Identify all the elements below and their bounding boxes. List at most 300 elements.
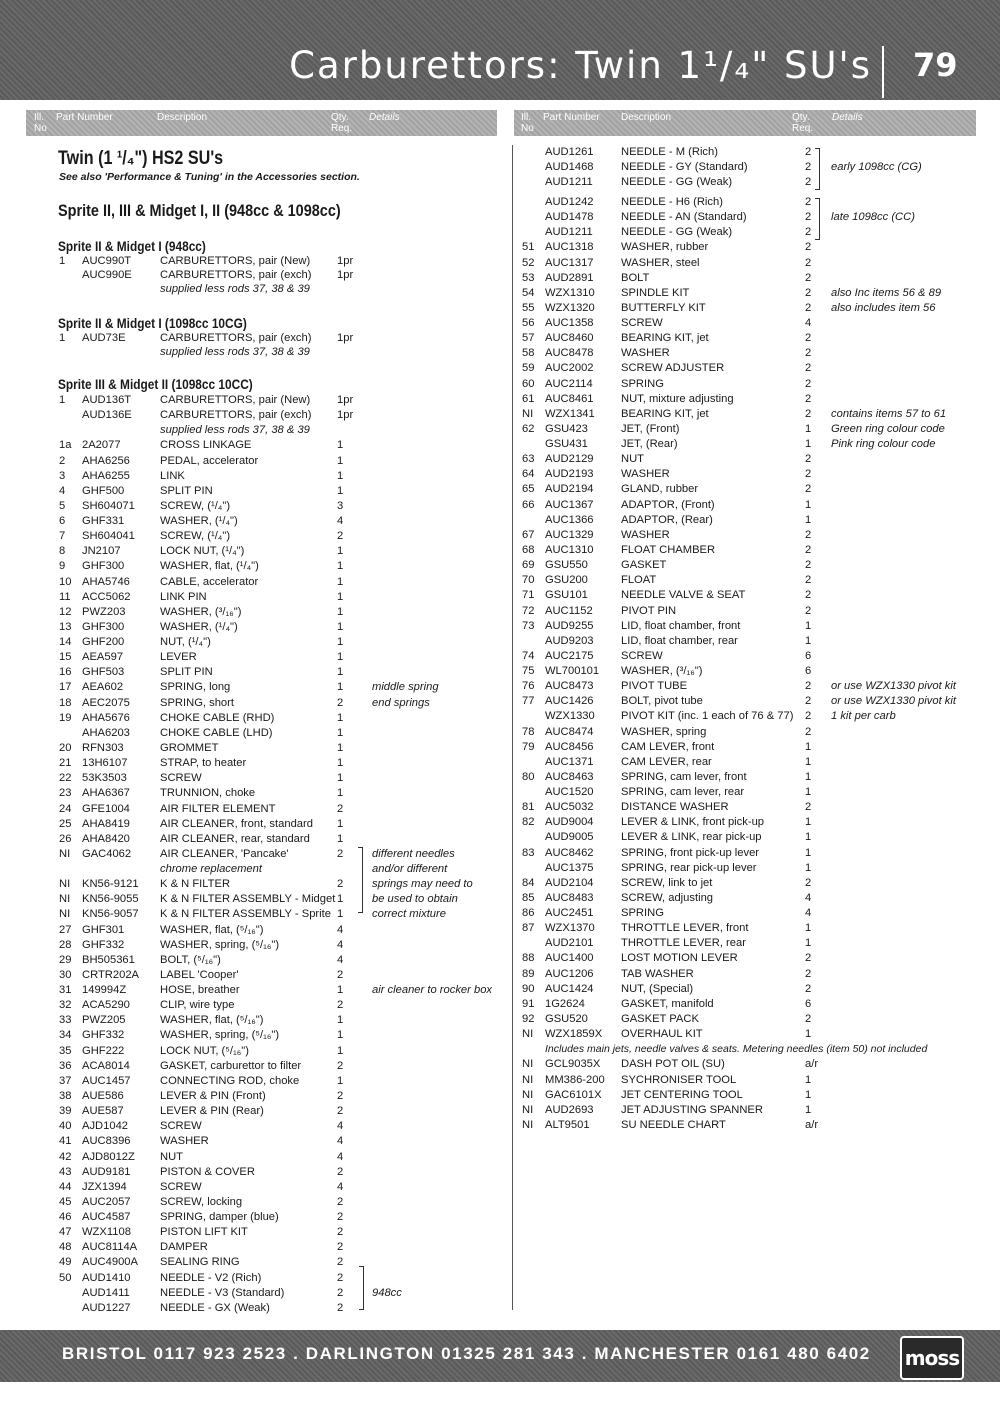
details-note: late 1098cc (CC) [831, 211, 915, 223]
col-req: Req. [331, 123, 353, 134]
part-description: AIR CLEANER, rear, standard [160, 833, 310, 845]
details-note: different needles [372, 848, 455, 860]
item-number: 8 [59, 545, 66, 557]
part-description: LEVER & LINK, rear pick-up [621, 831, 762, 843]
part-description: CABLE, accelerator [160, 576, 259, 588]
col-req: Req. [792, 123, 814, 134]
column-divider [512, 145, 513, 1310]
item-number: 58 [522, 347, 535, 359]
part-number: AUC5032 [545, 801, 594, 813]
part-number: AUD2193 [545, 468, 594, 480]
part-description: CARBURETTORS, pair (New) [160, 255, 311, 267]
part-description: JET, (Front) [621, 423, 680, 435]
part-description: NEEDLE - GY (Standard) [621, 161, 748, 173]
page-header [0, 0, 1000, 100]
part-description: SPRING, long [160, 681, 231, 693]
part-description: NEEDLE - GG (Weak) [621, 176, 733, 188]
header-separator [882, 46, 884, 98]
details-note: and/or different [372, 863, 448, 875]
quantity: 1 [805, 816, 812, 828]
item-number: 22 [59, 772, 72, 784]
part-number: 2A2077 [82, 439, 121, 451]
quantity: 1 [805, 438, 812, 450]
item-number: 9 [59, 560, 66, 572]
part-number: AUD1478 [545, 211, 594, 223]
part-description: ADAPTOR, (Rear) [621, 514, 713, 526]
part-number: WZX1370 [545, 922, 595, 934]
quantity: 2 [805, 1013, 812, 1025]
part-description: PISTON & COVER [160, 1166, 255, 1178]
quantity: 2 [805, 161, 812, 173]
part-number: AUC4900A [82, 1256, 138, 1268]
quantity: 2 [805, 362, 812, 374]
part-description: HOSE, breather [160, 984, 240, 996]
quantity: 1pr [337, 255, 354, 267]
part-number: AEA597 [82, 651, 124, 663]
part-number: ACC5062 [82, 591, 131, 603]
quantity: 1 [337, 1029, 344, 1041]
item-number: 79 [522, 741, 535, 753]
item-number: 38 [59, 1090, 72, 1102]
quantity: 1 [337, 576, 344, 588]
part-description: LOCK NUT, (¹/₄") [160, 545, 245, 557]
quantity: 1 [805, 786, 812, 798]
quantity: 2 [805, 302, 812, 314]
item-number: 62 [522, 423, 535, 435]
item-number: 45 [59, 1196, 72, 1208]
item-number: 63 [522, 453, 535, 465]
part-number: AUC1400 [545, 952, 594, 964]
part-description: CARBURETTORS, pair (exch) [160, 332, 312, 344]
part-number: WZX1108 [82, 1226, 131, 1238]
part-number: AUC2057 [82, 1196, 131, 1208]
part-number: AUC990T [82, 255, 132, 267]
part-description: DASH POT OIL (SU) [621, 1058, 725, 1070]
part-description: PIVOT KIT (inc. 1 each of 76 & 77) [621, 710, 794, 722]
part-number: AHA6256 [82, 455, 130, 467]
part-number: AUD2891 [545, 272, 594, 284]
item-number: 42 [59, 1151, 72, 1163]
part-description: LOST MOTION LEVER [621, 952, 738, 964]
quantity: 2 [805, 453, 812, 465]
quantity: 2 [337, 1060, 344, 1072]
col-part-number: Part Number [543, 112, 600, 123]
part-number: AUD1242 [545, 196, 594, 208]
item-number: 55 [522, 302, 535, 314]
quantity: 2 [337, 1302, 344, 1314]
quantity: 1 [805, 1028, 812, 1040]
quantity: 2 [805, 483, 812, 495]
item-number: 33 [59, 1014, 72, 1026]
part-number: KN56-9057 [82, 908, 139, 920]
part-number: AUC1206 [545, 968, 594, 980]
part-number: AUC8473 [545, 680, 594, 692]
quantity: 1 [337, 439, 344, 451]
col-no: No [34, 123, 47, 134]
col-ill: Ill. [34, 112, 44, 123]
part-description: THROTTLE LEVER, front [621, 922, 749, 934]
item-number: 34 [59, 1029, 72, 1041]
quantity: 1 [805, 756, 812, 768]
item-number: 37 [59, 1075, 72, 1087]
part-number: GAC4062 [82, 848, 132, 860]
part-description: AIR CLEANER, 'Pancake' [160, 848, 289, 860]
part-number: GHF301 [82, 924, 125, 936]
part-number: AUD1411 [82, 1287, 130, 1299]
quantity: 2 [805, 710, 812, 722]
quantity: 1 [337, 727, 344, 739]
item-number: 57 [522, 332, 535, 344]
item-number: 25 [59, 818, 72, 830]
col-details: Details [832, 112, 863, 123]
item-number: 18 [59, 697, 72, 709]
part-number: GHF300 [82, 621, 125, 633]
item-number: 70 [522, 574, 535, 586]
part-description: TAB WASHER [621, 968, 694, 980]
brace-late-1098 [815, 198, 820, 240]
item-number: 59 [522, 362, 535, 374]
part-description: LEVER [160, 651, 197, 663]
quantity: 1 [337, 893, 344, 905]
column-header-left [26, 110, 497, 136]
item-number: 11 [59, 591, 71, 603]
part-description: CONNECTING ROD, choke [160, 1075, 300, 1087]
item-number: 84 [522, 877, 535, 889]
quantity: 1 [337, 455, 344, 467]
part-number: AUC8396 [82, 1135, 131, 1147]
part-number: AUC2114 [545, 378, 593, 390]
item-number: 1a [59, 439, 72, 451]
quantity: 1 [805, 1074, 812, 1086]
footer-contacts: BRISTOL 0117 923 2523 . DARLINGTON 01325 281 343 . MANCHESTER 0161 480 6402 [62, 1344, 871, 1363]
quantity: 4 [805, 317, 812, 329]
part-description: BOLT, (⁵/₁₆") [160, 954, 221, 966]
item-number: 39 [59, 1105, 72, 1117]
quantity: 2 [805, 801, 812, 813]
item-number: 65 [522, 483, 535, 495]
quantity: 4 [337, 954, 344, 966]
part-number: AUD136T [82, 394, 132, 406]
subheading-948: Sprite II & Midget I (948cc) [58, 239, 206, 254]
quantity: 1 [337, 787, 344, 799]
part-description: WASHER [160, 1135, 209, 1147]
part-description: OVERHAUL KIT [621, 1028, 703, 1040]
part-description: SCREW [621, 317, 663, 329]
details-note: or use WZX1330 pivot kit [831, 695, 956, 707]
quantity: 4 [337, 1120, 344, 1132]
quantity: 4 [337, 924, 344, 936]
part-number: AJD8012Z [82, 1151, 135, 1163]
quantity: 1 [337, 470, 344, 482]
quantity: 1 [337, 1045, 344, 1057]
item-number: 32 [59, 999, 72, 1011]
quantity: 1 [805, 862, 812, 874]
part-description: JET, (Rear) [621, 438, 678, 450]
part-number: GAC6101X [545, 1089, 602, 1101]
part-number: AUE587 [82, 1105, 124, 1117]
part-description: LINK [160, 470, 185, 482]
part-description: WASHER, rubber [621, 241, 709, 253]
part-number: GHF503 [82, 666, 125, 678]
quantity: 2 [805, 468, 812, 480]
item-number: 86 [522, 907, 535, 919]
item-number: 74 [522, 650, 535, 662]
part-description: NEEDLE VALVE & SEAT [621, 589, 746, 601]
part-description: SCREW [160, 1120, 202, 1132]
part-description: SPRING, cam lever, front [621, 771, 747, 783]
part-number: AUD2693 [545, 1104, 594, 1116]
part-description: AIR CLEANER, front, standard [160, 818, 313, 830]
item-number: 41 [59, 1135, 72, 1147]
part-description: WASHER, (³/₁₆") [160, 606, 242, 618]
quantity: 6 [805, 998, 812, 1010]
item-number: 90 [522, 983, 535, 995]
quantity: 3 [337, 500, 344, 512]
brace-948cc [359, 1266, 364, 1310]
item-number: 51 [522, 241, 535, 253]
part-description: DISTANCE WASHER [621, 801, 729, 813]
part-description: SPRING, damper (blue) [160, 1211, 279, 1223]
quantity: 2 [337, 1226, 344, 1238]
item-number: 71 [522, 589, 535, 601]
part-description: K & N FILTER ASSEMBLY - Midget [160, 893, 336, 905]
part-number: AUC2002 [545, 362, 594, 374]
part-number: SH604071 [82, 500, 135, 512]
part-description: PIVOT PIN [621, 605, 677, 617]
item-number: 92 [522, 1013, 535, 1025]
part-description: SYCHRONISER TOOL [621, 1074, 737, 1086]
part-number: AUC8474 [545, 726, 594, 738]
part-number: AHA5676 [82, 712, 130, 724]
details-note: springs may need to [372, 878, 473, 890]
part-description: JET ADJUSTING SPANNER [621, 1104, 763, 1116]
quantity: 2 [805, 574, 812, 586]
quantity: 1 [337, 560, 344, 572]
quantity: 2 [337, 803, 344, 815]
item-number: 13 [59, 621, 72, 633]
quantity: 2 [337, 999, 344, 1011]
part-description: supplied less rods 37, 38 & 39 [160, 283, 310, 295]
quantity: 2 [805, 559, 812, 571]
part-description: WASHER, flat, (⁵/₁₆") [160, 924, 264, 936]
part-number: GHF200 [82, 636, 125, 648]
quantity: 2 [337, 697, 344, 709]
part-number: AUC2175 [545, 650, 594, 662]
quantity: 2 [805, 680, 812, 692]
part-number: GFE1004 [82, 803, 130, 815]
subheading-1098-cc: Sprite III & Midget II (1098cc 10CC) [58, 377, 253, 392]
part-description: GASKET, manifold [621, 998, 714, 1010]
part-description: SU NEEDLE CHART [621, 1119, 726, 1131]
part-number: AUD2194 [545, 483, 594, 495]
part-number: 13H6107 [82, 757, 128, 769]
part-number: AUD9004 [545, 816, 594, 828]
part-number: RFN303 [82, 742, 124, 754]
quantity: 4 [805, 892, 812, 904]
col-details: Details [369, 112, 400, 123]
part-number: AUD9203 [545, 635, 594, 647]
quantity: 4 [337, 939, 344, 951]
item-number: 17 [59, 681, 72, 693]
item-number: 67 [522, 529, 535, 541]
quantity: 6 [805, 650, 812, 662]
col-qty: Qty. [331, 112, 349, 123]
part-description: WASHER, spring, (⁵/₁₆") [160, 1029, 280, 1041]
quantity: 2 [805, 226, 812, 238]
quantity: 2 [337, 969, 344, 981]
quantity: 4 [337, 1181, 344, 1193]
page-title: Carburettors: Twin 1¹/₄" SU's [289, 44, 872, 87]
part-number: AUC1426 [545, 695, 594, 707]
part-number: GSU431 [545, 438, 588, 450]
part-description: LID, float chamber, front [621, 620, 741, 632]
quantity: 2 [805, 589, 812, 601]
part-number: AUD1261 [545, 146, 594, 158]
part-description: NEEDLE - GG (Weak) [621, 226, 733, 238]
part-number: AUC8463 [545, 771, 594, 783]
part-number: GSU200 [545, 574, 588, 586]
item-number: NI [59, 908, 71, 920]
quantity: 1 [337, 742, 344, 754]
part-number: GHF500 [82, 485, 125, 497]
part-description: SPRING [621, 907, 664, 919]
item-number: NI [59, 893, 71, 905]
quantity: 4 [337, 1135, 344, 1147]
details-note: end springs [372, 697, 430, 709]
quantity: 2 [337, 1256, 344, 1268]
item-number: 14 [59, 636, 72, 648]
quantity: 2 [805, 241, 812, 253]
item-number: 20 [59, 742, 72, 754]
part-number: PWZ205 [82, 1014, 126, 1026]
part-number: AUC8478 [545, 347, 594, 359]
part-number: AHA6203 [82, 727, 130, 739]
section-subtitle: See also 'Performance & Tuning' in the Accessories section. [59, 171, 360, 183]
item-number: 26 [59, 833, 72, 845]
part-number: GSU520 [545, 1013, 588, 1025]
part-description: SCREW, link to jet [621, 877, 713, 889]
subheading-1098-cg: Sprite II & Midget I (1098cc 10CG) [58, 316, 247, 331]
part-description: WASHER, (³/₁₆") [621, 665, 703, 677]
item-number: 60 [522, 378, 535, 390]
quantity: 1 [805, 423, 812, 435]
part-description: SCREW, locking [160, 1196, 243, 1208]
part-description: CROSS LINKAGE [160, 439, 252, 451]
details-note: contains items 57 to 61 [831, 408, 947, 420]
part-description: BOLT [621, 272, 650, 284]
quantity: 2 [805, 952, 812, 964]
part-description: LEVER & PIN (Front) [160, 1090, 266, 1102]
part-description: JET CENTERING TOOL [621, 1089, 743, 1101]
quantity: 1pr [337, 394, 354, 406]
part-number: AUD9181 [82, 1166, 131, 1178]
part-description: WASHER, flat, (⁵/₁₆") [160, 1014, 264, 1026]
quantity: 2 [805, 146, 812, 158]
part-number: 149994Z [82, 984, 127, 996]
part-number: AUC1318 [545, 241, 594, 253]
part-description: WASHER [621, 347, 670, 359]
item-number: 88 [522, 952, 535, 964]
part-number: PWZ203 [82, 606, 126, 618]
col-no: No [521, 123, 534, 134]
item-number: 69 [522, 559, 535, 571]
part-description: WASHER, (¹/₄") [160, 515, 238, 527]
quantity: 1 [337, 712, 344, 724]
part-description: LOCK NUT, (⁵/₁₆") [160, 1045, 249, 1057]
part-description: NEEDLE - GX (Weak) [160, 1302, 270, 1314]
item-number: 78 [522, 726, 535, 738]
part-description: NEEDLE - V3 (Standard) [160, 1287, 285, 1299]
part-number: ALT9501 [545, 1119, 590, 1131]
item-number: 35 [59, 1045, 72, 1057]
quantity: 1 [805, 514, 812, 526]
item-number: 43 [59, 1166, 72, 1178]
part-number: AUC8114A [82, 1241, 138, 1253]
part-description: LINK PIN [160, 591, 207, 603]
quantity: 2 [337, 1166, 344, 1178]
part-number: WZX1341 [545, 408, 595, 420]
part-description: GASKET, carburettor to filter [160, 1060, 302, 1072]
part-number: AUC8460 [545, 332, 594, 344]
part-description: WASHER, flat, (¹/₄") [160, 560, 259, 572]
part-description: NUT, mixture adjusting [621, 393, 734, 405]
quantity: 1 [805, 1089, 812, 1101]
part-description: SCREW [621, 650, 663, 662]
page-footer [0, 1330, 1000, 1382]
part-number: AUD1211 [545, 176, 593, 188]
item-number: 89 [522, 968, 535, 980]
item-number: 1 [59, 394, 66, 406]
quantity: 2 [805, 605, 812, 617]
part-description: SCREW [160, 772, 202, 784]
part-number: GHF222 [82, 1045, 125, 1057]
part-description: SCREW [160, 1181, 202, 1193]
quantity: 2 [805, 393, 812, 405]
quantity: 2 [805, 877, 812, 889]
item-number: 1 [59, 332, 66, 344]
part-number: GSU550 [545, 559, 588, 571]
part-description: SEALING RING [160, 1256, 240, 1268]
part-number: 53K3503 [82, 772, 127, 784]
quantity: 1 [805, 922, 812, 934]
quantity: 2 [805, 968, 812, 980]
quantity: 4 [805, 907, 812, 919]
item-number: 29 [59, 954, 72, 966]
part-description: AIR FILTER ELEMENT [160, 803, 276, 815]
quantity: 6 [805, 665, 812, 677]
part-number: AJD1042 [82, 1120, 129, 1132]
details-note: 1 kit per carb [831, 710, 896, 722]
quantity: 1 [805, 831, 812, 843]
item-number: 30 [59, 969, 72, 981]
part-number: GCL9035X [545, 1058, 601, 1070]
part-description: GLAND, rubber [621, 483, 699, 495]
item-number: NI [522, 1058, 534, 1070]
quantity: 1 [337, 818, 344, 830]
item-number: 61 [522, 393, 535, 405]
item-number: NI [59, 878, 71, 890]
part-number: AUC8483 [545, 892, 594, 904]
quantity: 2 [805, 196, 812, 208]
part-number: AUC8456 [545, 741, 594, 753]
part-number: AUC1317 [545, 257, 594, 269]
item-number: 12 [59, 606, 72, 618]
part-number: AHA6367 [82, 787, 130, 799]
section-title: Twin (1 ¹/₄") HS2 SU's [58, 148, 224, 169]
part-number: AUD73E [82, 332, 126, 344]
item-number: 27 [59, 924, 72, 936]
quantity: 2 [337, 1196, 344, 1208]
